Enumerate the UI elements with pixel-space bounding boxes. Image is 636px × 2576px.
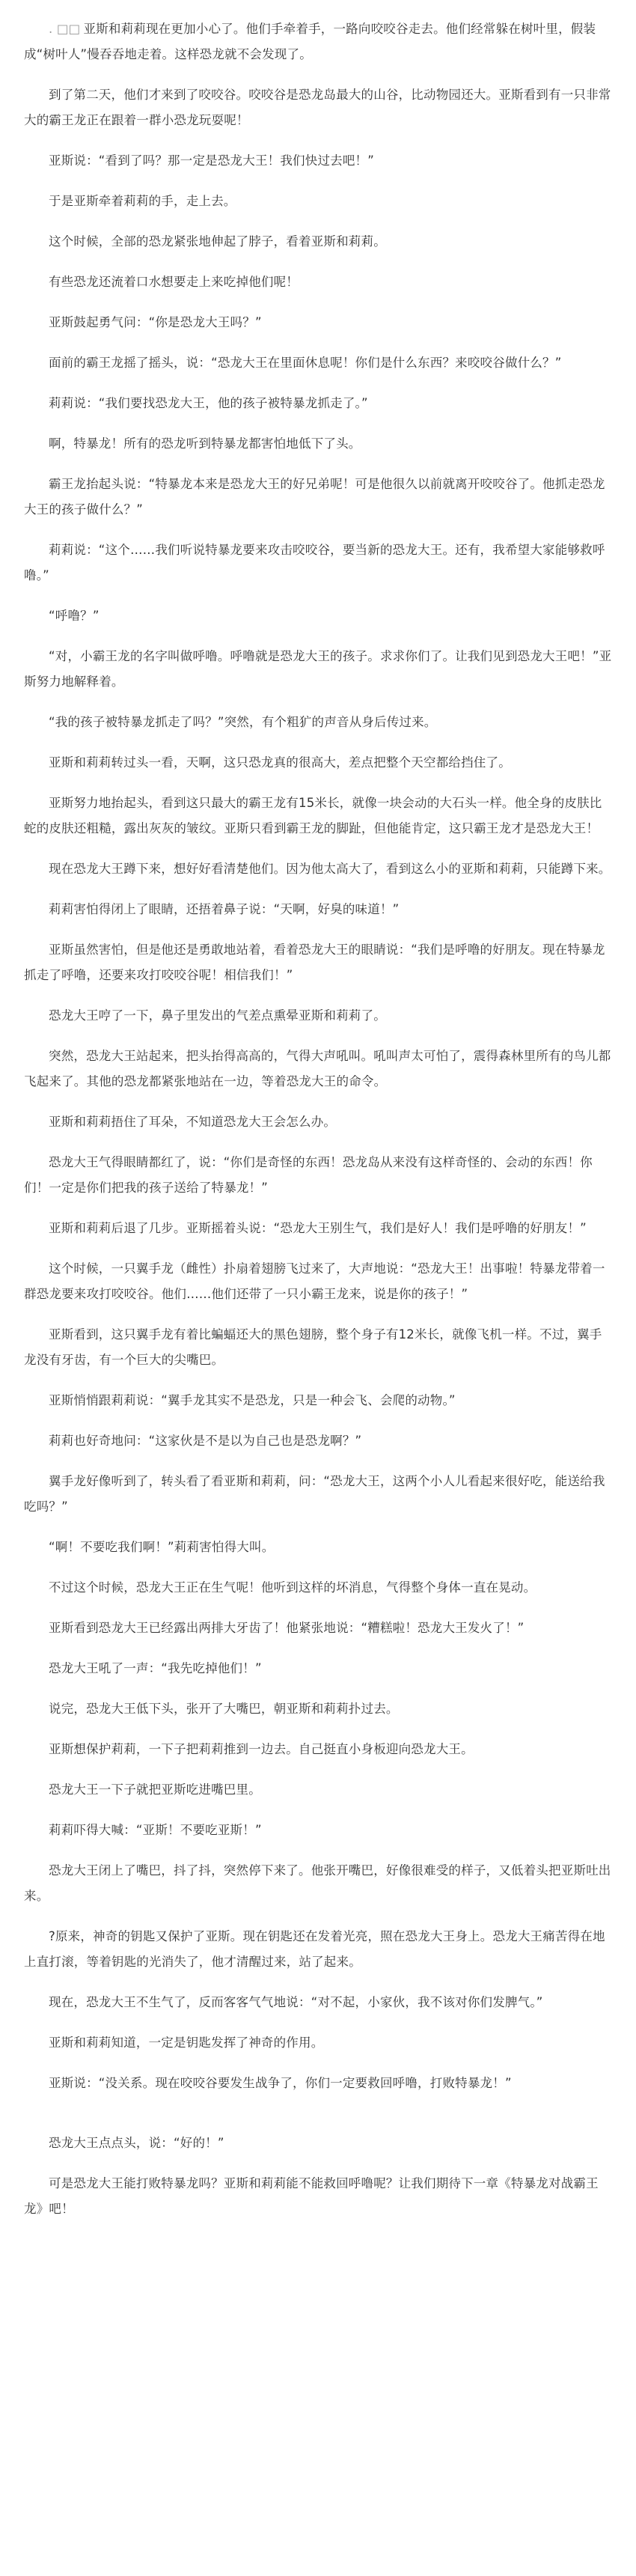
story-paragraph: 亚斯和莉莉捂住了耳朵，不知道恐龙大王会怎么办。 (49, 1115, 337, 1129)
story-paragraph: “对，小霸王龙的名字叫做呼噜。呼噜就是恐龙大王的孩子。求求你们了。让我们见到恐龙大王吧！”亚斯努力地解释着。 (24, 649, 612, 689)
story-paragraph: 亚斯和莉莉转过头一看，天啊，这只恐龙真的很高大，差点把整个天空都给挡住了。 (49, 755, 511, 770)
story-paragraph: 翼手龙好像听到了，转头看了看亚斯和莉莉，问：“恐龙大王，这两个小人儿看起来很好吃，能送给我吃吗？” (24, 1474, 605, 1514)
story-paragraph: 面前的霸王龙摇了摇头，说：“恐龙大王在里面休息呢！你们是什么东西？来咬咬谷做什么？” (49, 356, 562, 370)
story-paragraph: 亚斯努力地抬起头，看到这只最大的霸王龙有15米长，就像一块会动的大石头一样。他全身的皮肤比蛇的皮肤还粗糙，露出灰灰的皱纹。亚斯只看到霸王龙的脚趾，但他能肯定，这只霸王龙才是恐龙大王！ (24, 796, 602, 835)
story-paragraph: 亚斯虽然害怕，但是他还是勇敢地站着，看着恐龙大王的眼睛说：“我们是呼噜的好朋友。现在特暴龙抓走了呼噜，还要来攻打咬咬谷呢！相信我们！” (24, 943, 605, 982)
story-paragraph: 莉莉害怕得闭上了眼睛，还捂着鼻子说：“天啊，好臭的味道！” (49, 902, 400, 916)
story-paragraph: “啊！不要吃我们啊！”莉莉害怕得大叫。 (49, 1540, 275, 1554)
story-paragraph: 亚斯鼓起勇气问：“你是恐龙大王吗？” (49, 315, 262, 329)
story-paragraph: 恐龙大王吼了一声：“我先吃掉他们！” (49, 1661, 262, 1675)
story-paragraph: 亚斯和莉莉知道，一定是钥匙发挥了神奇的作用。 (49, 2035, 324, 2050)
story-paragraph: 突然，恐龙大王站起来，把头抬得高高的，气得大声吼叫。吼叫声太可怕了，震得森林里所有的鸟儿都飞起来了。其他的恐龙都紧张地站在一边，等着恐龙大王的命令。 (24, 1049, 611, 1088)
paragraph-spacer (24, 2111, 612, 2131)
story-paragraph: 现在，恐龙大王不生气了，反而客客气气地说：“对不起，小家伙，我不该对你们发脾气。” (49, 1995, 543, 2009)
story-paragraph: 亚斯看到，这只翼手龙有着比蝙蝠还大的黑色翅膀，整个身子有12米长，就像飞机一样。不过，翼手龙没有牙齿，有一个巨大的尖嘴巴。 (24, 1327, 602, 1367)
story-paragraph: 亚斯和莉莉后退了几步。亚斯摇着头说：“恐龙大王别生气，我们是好人！我们是呼噜的好朋友！” (49, 1221, 587, 1235)
story-paragraph (24, 16, 612, 67)
story-paragraph: “呼噜？” (49, 609, 100, 623)
story-paragraph: 恐龙大王闭上了嘴巴，抖了抖，突然停下来了。他张开嘴巴，好像很难受的样子，又低着头把亚斯吐出来。 (24, 1863, 611, 1903)
story-paragraph: 这个时候，全部的恐龙紧张地伸起了脖子，看着亚斯和莉莉。 (49, 234, 386, 249)
story-paragraph: “我的孩子被特暴龙抓走了吗？”突然，有个粗犷的声音从身后传过来。 (49, 715, 437, 729)
lead-marker: . □□ (49, 22, 81, 36)
story-paragraph: 恐龙大王点点头，说：“好的！” (49, 2136, 224, 2150)
story-paragraph: 莉莉说：“我们要找恐龙大王，他的孩子被特暴龙抓走了。” (49, 396, 368, 410)
story-paragraph: 有些恐龙还流着口水想要走上来吃掉他们呢！ (49, 275, 299, 289)
story-paragraph: 亚斯看到恐龙大王已经露出两排大牙齿了！他紧张地说：“糟糕啦！恐龙大王发火了！” (49, 1621, 525, 1635)
paragraph-text: 亚斯和莉莉现在更加小心了。他们手牵着手，一路向咬咬谷走去。他们经常躲在树叶里，假装成“树叶人”慢吞吞地走着。这样恐龙就不会发现了。 (24, 22, 596, 61)
story-paragraph: 现在恐龙大王蹲下来，想好好看清楚他们。因为他太高大了，看到这么小的亚斯和莉莉，只能蹲下来。 (49, 862, 611, 876)
story-paragraph: 恐龙大王气得眼睛都红了，说：“你们是奇怪的东西！恐龙岛从来没有这样奇怪的、会动的东西！你们！一定是你们把我的孩子送给了特暴龙！” (24, 1155, 593, 1195)
story-paragraph: 说完，恐龙大王低下头，张开了大嘴巴，朝亚斯和莉莉扑过去。 (49, 1702, 399, 1716)
story-paragraph: 霸王龙抬起头说：“特暴龙本来是恐龙大王的好兄弟呢！可是他很久以前就离开咬咬谷了。他抓走恐龙大王的孩子做什么？” (24, 477, 605, 517)
story-paragraph: 亚斯想保护莉莉，一下子把莉莉推到一边去。自己挺直小身板迎向恐龙大王。 (49, 1742, 474, 1756)
story-paragraph: 莉莉也好奇地问：“这家伙是不是以为自己也是恐龙啊？” (49, 1434, 362, 1448)
story-paragraph: 啊，特暴龙！所有的恐龙听到特暴龙都害怕地低下了头。 (49, 436, 361, 451)
story-paragraph: 莉莉吓得大喊：“亚斯！不要吃亚斯！” (49, 1823, 262, 1837)
story-paragraph: 恐龙大王哼了一下，鼻子里发出的气差点熏晕亚斯和莉莉了。 (49, 1008, 386, 1023)
story-paragraph: ?原来，神奇的钥匙又保护了亚斯。现在钥匙还在发着光亮，照在恐龙大王身上。恐龙大王痛苦得在地上直打滚，等着钥匙的光消失了，他才清醒过来，站了起来。 (24, 1929, 605, 1969)
story-paragraph: 莉莉说：“这个……我们听说特暴龙要来攻击咬咬谷，要当新的恐龙大王。还有，我希望大家能够救呼噜。” (24, 543, 605, 582)
story-paragraph: 亚斯说：“没关系。现在咬咬谷要发生战争了，你们一定要救回呼噜，打败特暴龙！” (49, 2076, 512, 2090)
story-paragraph: 亚斯悄悄跟莉莉说：“翼手龙其实不是恐龙，只是一种会飞、会爬的动物。” (49, 1393, 456, 1407)
story-paragraph: 这个时候，一只翼手龙（雌性）扑扇着翅膀飞过来了，大声地说：“恐龙大王！出事啦！特暴龙带着一群恐龙要来攻打咬咬谷。他们……他们还带了一只小霸王龙来，说是你的孩子！” (24, 1261, 605, 1301)
story-paragraph: 到了第二天，他们才来到了咬咬谷。咬咬谷是恐龙岛最大的山谷，比动物园还大。亚斯看到有一只非常大的霸王龙正在跟着一群小恐龙玩耍呢！ (24, 88, 611, 127)
story-paragraph: 恐龙大王一下子就把亚斯吃进嘴巴里。 (49, 1782, 261, 1797)
story-paragraph: 可是恐龙大王能打败特暴龙吗？亚斯和莉莉能不能救回呼噜呢？让我们期待下一章《特暴龙对战霸王龙》吧！ (24, 2176, 599, 2216)
story-paragraph: 不过这个时候，恐龙大王正在生气呢！他听到这样的坏消息，气得整个身体一直在晃动。 (49, 1580, 536, 1595)
story-paragraph: 亚斯说：“看到了吗？那一定是恐龙大王！我们快过去吧！” (49, 153, 374, 168)
story-paragraph: 于是亚斯牵着莉莉的手，走上去。 (49, 194, 236, 208)
